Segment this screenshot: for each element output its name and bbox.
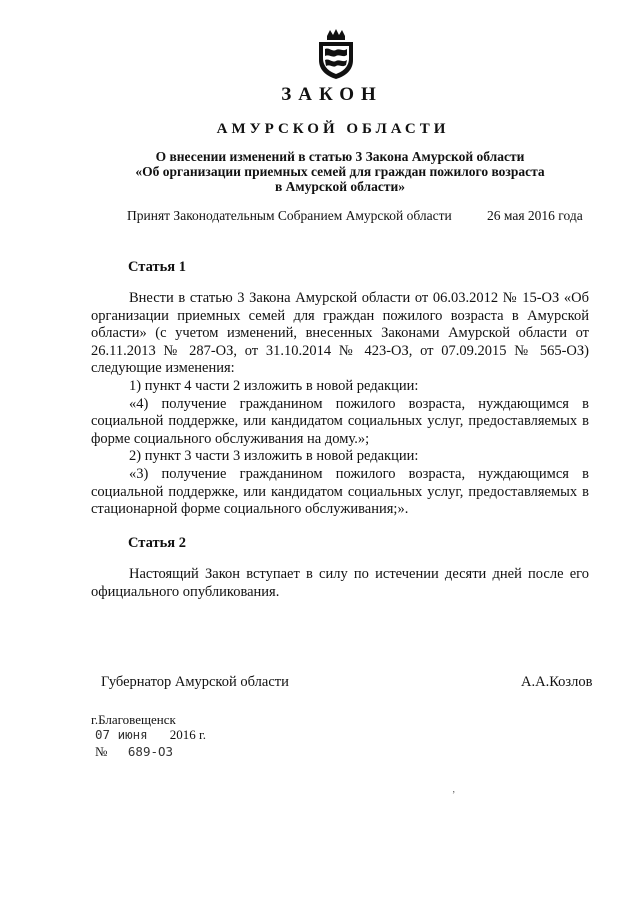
article-paragraph: Настоящий Закон вступает в силу по истечении десяти дней после его официального опубликования. bbox=[91, 566, 589, 600]
article-2-heading: Статья 2 bbox=[128, 535, 186, 551]
signatory-position: Губернатор Амурской области bbox=[101, 674, 289, 690]
signing-date bbox=[95, 726, 206, 744]
article-paragraph: «3) получение гражданином пожилого возраста, нуждающимся в социальной поддержке, или кандидатом социальных услуг, предоставляемых в стационарной форме социального обслуживания;». bbox=[91, 465, 589, 518]
signing-year: 2016 г. bbox=[169, 727, 207, 742]
stamped-law-number: 689-ОЗ bbox=[127, 744, 174, 759]
region-title: АМУРСКОЙ ОБЛАСТИ bbox=[216, 121, 450, 137]
article-paragraph: 1) пункт 4 части 2 изложить в новой редакции: bbox=[129, 377, 419, 394]
number-sign: № bbox=[95, 744, 108, 759]
document-type-title: ЗАКОН bbox=[281, 84, 383, 105]
subject-line: О внесении изменений в статью 3 Закона Амурской области bbox=[155, 149, 525, 164]
subject-line: «Об организации приемных семей для граждан пожилого возраста bbox=[135, 164, 545, 179]
city-label: г.Благовещенск bbox=[91, 712, 176, 727]
pen-mark: ʼ bbox=[452, 790, 456, 801]
article-1-body bbox=[91, 290, 589, 519]
article-2-body bbox=[91, 566, 589, 601]
law-subject-heading bbox=[100, 149, 580, 194]
subject-line: в Амурской области» bbox=[274, 179, 405, 194]
article-paragraph: 2) пункт 3 части 3 изложить в новой редакции: bbox=[129, 448, 419, 465]
article-paragraph: Внести в статью 3 Закона Амурской области от 06.03.2012 № 15-ОЗ «Об организации приемных семей для граждан пожилого возраста в Амурской области» (с учетом изменений, внесенных Законами Амурской области от 26.11.2013 № 287-ОЗ, от 31.10.2014 № 423-ОЗ, от 07.09.2015 № 565-ОЗ) следующие изменения: bbox=[91, 290, 589, 377]
coat-of-arms-icon bbox=[316, 28, 356, 80]
article-1-heading: Статья 1 bbox=[128, 259, 186, 275]
stamped-day-month: 07 июня bbox=[95, 727, 148, 742]
law-number bbox=[95, 744, 173, 760]
signatory-name: А.А.Козлов bbox=[521, 674, 593, 690]
article-paragraph: «4) получение гражданином пожилого возраста, нуждающимся в социальной поддержке, или кандидатом социальных услуг, предоставляемых в форме социального обслуживания на дому.»; bbox=[91, 395, 589, 447]
accepted-date: 26 мая 2016 года bbox=[487, 208, 583, 223]
accepted-by-text: Принят Законодательным Собранием Амурской области bbox=[127, 208, 452, 223]
